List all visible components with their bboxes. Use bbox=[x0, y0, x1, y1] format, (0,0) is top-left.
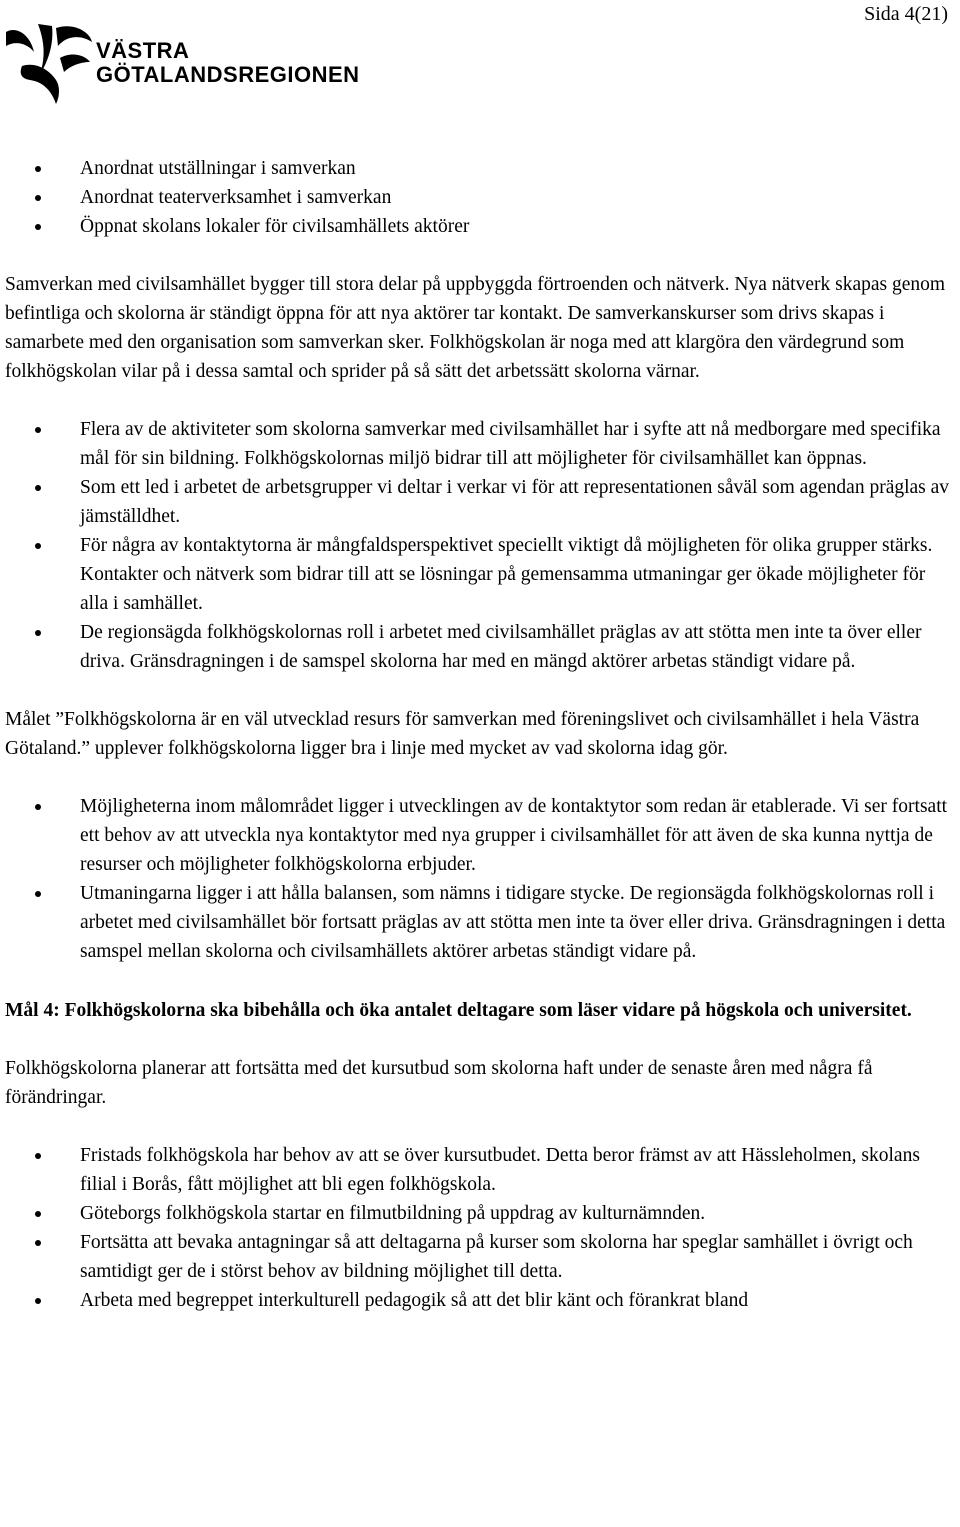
page-number: Sida 4(21) bbox=[864, 3, 948, 25]
list-item: Som ett led i arbetet de arbetsgrupper vi deltar i verkar vi för att representationen såväl som agendan präglas av jämställdhet. bbox=[5, 473, 957, 531]
bullet-list-activities bbox=[5, 154, 957, 241]
list-item: Anordnat teaterverksamhet i samverkan bbox=[5, 183, 957, 212]
list-item: De regionsägda folkhögskolornas roll i arbetet med civilsamhället präglas av att stötta men inte ta över eller driva. Gränsdragningen i de samspel skolorna har med en mängd aktörer arbetas ständigt vidare på. bbox=[5, 618, 957, 676]
document-body bbox=[5, 154, 957, 1315]
logo-text-line1: VÄSTRA bbox=[96, 38, 190, 63]
bullet-list-collaboration bbox=[5, 415, 957, 676]
list-item: Utmaningarna ligger i att hålla balansen, som nämns i tidigare stycke. De regionsägda folkhögskolornas roll i arbetet med civilsamhället bör fortsatt präglas av att stötta men inte ta över eller driva. Gränsdragningen i detta samspel mellan skolorna och civilsamhällets aktörer arbetas ständigt vidare på. bbox=[5, 879, 957, 966]
logo-emblem-icon bbox=[4, 22, 94, 108]
organization-logo bbox=[4, 22, 394, 108]
list-item: Öppnat skolans lokaler för civilsamhällets aktörer bbox=[5, 212, 957, 241]
list-item: Arbeta med begreppet interkulturell pedagogik så att det blir känt och förankrat bland bbox=[5, 1286, 957, 1315]
bullet-list-opportunities bbox=[5, 792, 957, 966]
section-heading: Mål 4: Folkhögskolorna ska bibehålla och öka antalet deltagare som läser vidare på högskola och universitet. bbox=[5, 1000, 912, 1021]
paragraph: Samverkan med civilsamhället bygger till stora delar på uppbyggda förtroenden och nätverk. Nya nätverk skapas genom befintliga och skolorna är ständigt öppna för att nya aktörer tar kontakt. De samverkanskurser som drivs skapas i samarbete med den organisation som samverkan sker. Folkhögskolan är noga med att klargöra den värdegrund som folkhögskolan vilar på i dessa samtal och sprider på så sätt det arbetssätt skolorna värnar. bbox=[5, 274, 946, 382]
paragraph: Folkhögskolorna planerar att fortsätta med det kursutbud som skolorna haft under de senaste åren med några få förändringar. bbox=[5, 1058, 873, 1108]
list-item: För några av kontaktytorna är mångfaldsperspektivet speciellt viktigt då möjligheten för olika grupper stärks. Kontakter och nätverk som bidrar till att se lösningar på gemensamma utmaningar ger ökade möjligheter för alla i samhället. bbox=[5, 531, 957, 618]
paragraph: Målet ”Folkhögskolorna är en väl utvecklad resurs för samverkan med föreningslivet och civilsamhället i hela Västra Götaland.” upplever folkhögskolorna ligger bra i linje med mycket av vad skolorna idag gör. bbox=[5, 709, 920, 759]
list-item: Göteborgs folkhögskola startar en filmutbildning på uppdrag av kulturnämnden. bbox=[5, 1199, 957, 1228]
logo-text-line2: GÖTALANDSREGIONEN bbox=[96, 62, 360, 87]
list-item: Möjligheterna inom målområdet ligger i utvecklingen av de kontaktytor som redan är etablerade. Vi ser fortsatt ett behov av att utveckla nya kontaktytor med nya grupper i civilsamhället för att även de ska kunna nyttja de resurser och möjligheter folkhögskolorna erbjuder. bbox=[5, 792, 957, 879]
bullet-list-plans bbox=[5, 1141, 957, 1315]
list-item: Flera av de aktiviteter som skolorna samverkar med civilsamhället har i syfte att nå medborgare med specifika mål för sin bildning. Folkhögskolornas miljö bidrar till att möjligheter för civilsamhället kan öppnas. bbox=[5, 415, 957, 473]
list-item: Fristads folkhögskola har behov av att se över kursutbudet. Detta beror främst av att Hässleholmen, skolans filial i Borås, fått möjlighet att bli egen folkhögskola. bbox=[5, 1141, 957, 1199]
list-item: Fortsätta att bevaka antagningar så att deltagarna på kurser som skolorna har speglar samhället i övrigt och samtidigt ger de i störst behov av bildning möjlighet till detta. bbox=[5, 1228, 957, 1286]
list-item: Anordnat utställningar i samverkan bbox=[5, 154, 957, 183]
